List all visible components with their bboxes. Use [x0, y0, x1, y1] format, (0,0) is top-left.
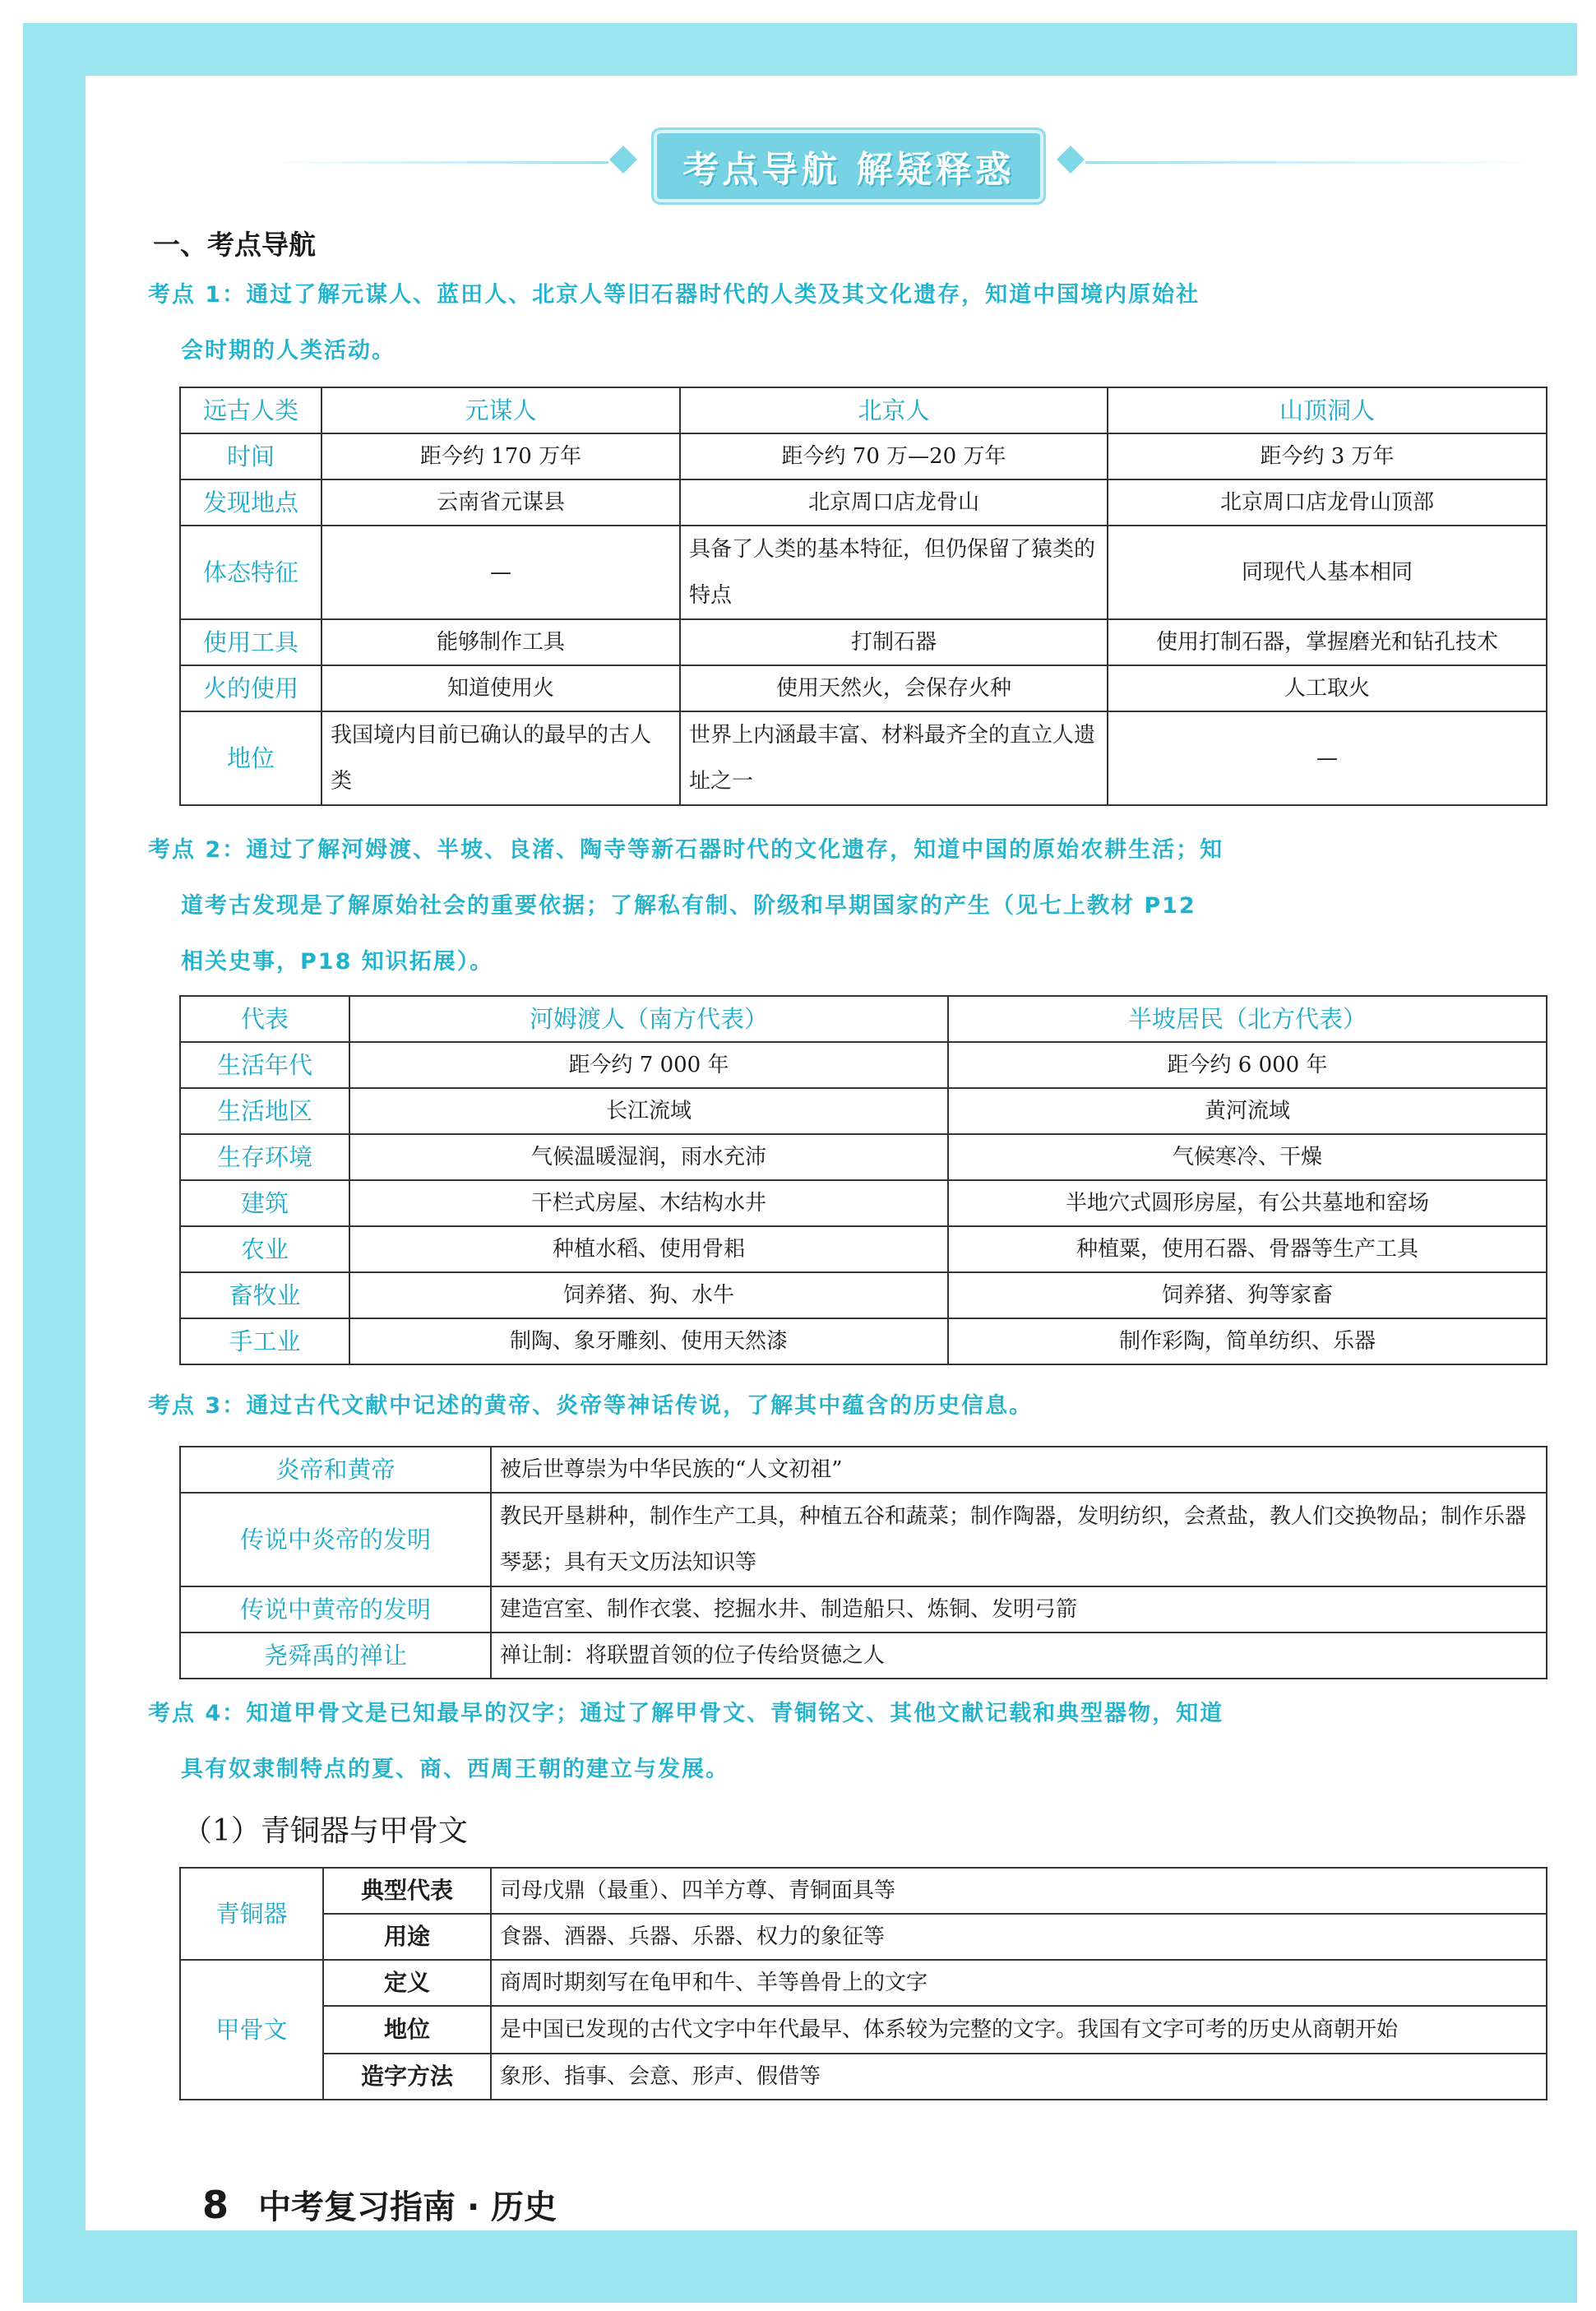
table-ancient-humans	[179, 387, 1547, 806]
table-row: 青铜器 典型代表 司母戊鼎（最重）、四羊方尊、青铜面具等	[180, 1868, 1547, 1914]
table-bronze-oracle	[179, 1867, 1547, 2100]
table-row: 地位 我国境内目前已确认的最早的古人类 世界上内涵最丰富、材料最齐全的直立人遗址之一 —	[180, 711, 1547, 805]
table-row: 生活地区 长江流域 黄河流域	[180, 1088, 1547, 1134]
page-footer	[202, 2181, 557, 2228]
table-row: 甲骨文 定义 商周时期刻写在龟甲和牛、羊等兽骨上的文字	[180, 1960, 1547, 2006]
table-row: 生活年代 距今约 7 000 年 距今约 6 000 年	[180, 1042, 1547, 1088]
table-row: 生存环境 气候温暖湿润，雨水充沛 气候寒冷、干燥	[180, 1134, 1547, 1180]
kaodian-2: 考点 2：通过了解河姆渡、半坡、良渚、陶寺等新石器时代的文化遗存，知道中国的原始农耕生活；知 道考古发现是了解原始社会的重要依据；了解私有制、阶级和早期国家的产生（见七上教材 P12 相关史事，P18 知识拓展）。	[148, 837, 1224, 975]
table-row: 用途 食器、酒器、兵器、乐器、权力的象征等	[180, 1914, 1547, 1960]
subheading: （1）青铜器与甲骨文	[183, 1814, 468, 1848]
kaodian-4: 考点 4：知道甲骨文是已知最早的汉字；通过了解甲骨文、青铜铭文、其他文献记载和典型器物，知道 具有奴隶制特点的夏、商、西周王朝的建立与发展。	[148, 1701, 1224, 1782]
banner-text: 考点导航 解疑释惑	[682, 149, 1015, 191]
table-row: 造字方法 象形、指事、会意、形声、假借等	[180, 2054, 1547, 2100]
table-row: 地位 是中国已发现的古代文字中年代最早、体系较为完整的文字。我国有文字可考的历史从商朝开始	[180, 2006, 1547, 2054]
kaodian-3: 考点 3：通过古代文献中记述的黄帝、炎帝等神话传说，了解其中蕴含的历史信息。	[148, 1393, 1034, 1419]
table-row: 时间 距今约 170 万年 距今约 70 万—20 万年 距今约 3 万年	[180, 433, 1547, 479]
table-row: 发现地点 云南省元谋县 北京周口店龙骨山 北京周口店龙骨山顶部	[180, 479, 1547, 526]
table-row: 体态特征 — 具备了人类的基本特征，但仍保留了猿类的特点 同现代人基本相同	[180, 526, 1547, 619]
table-row: 传说中炎帝的发明 教民开垦耕种，制作生产工具，种植五谷和蔬菜；制作陶器，发明纺织，会煮盐，教人们交换物品；制作乐器琴瑟；具有天文历法知识等	[180, 1493, 1547, 1586]
table-row: 传说中黄帝的发明 建造宫室、制作衣裳、挖掘水井、制造船只、炼铜、发明弓箭	[180, 1586, 1547, 1633]
banner-line-right	[1085, 161, 1546, 164]
section-title: 一、考点导航	[153, 229, 316, 261]
table-row: 建筑 干栏式房屋、木结构水井 半地穴式圆形房屋，有公共墓地和窑场	[180, 1180, 1547, 1226]
kaodian-1: 考点 1：通过了解元谋人、蓝田人、北京人等旧石器时代的人类及其文化遗存，知道中国境内原始社 会时期的人类活动。	[148, 282, 1200, 364]
table-row: 畜牧业 饲养猪、狗、水牛 饲养猪、狗等家畜	[180, 1272, 1547, 1318]
table-row: 尧舜禹的禅让 禅让制：将联盟首领的位子传给贤德之人	[180, 1633, 1547, 1679]
page-number: 8	[202, 2183, 229, 2227]
table-neolithic	[179, 995, 1547, 1365]
book-title: 中考复习指南 · 历史	[258, 2188, 557, 2226]
table-row: 炎帝和黄帝 被后世尊崇为中华民族的“人文初祖”	[180, 1447, 1547, 1493]
banner-line-left	[263, 161, 608, 164]
table-row: 火的使用 知道使用火 使用天然火，会保存火种 人工取火	[180, 665, 1547, 711]
table-header-row: 代表 河姆渡人（南方代表） 半坡居民（北方代表）	[180, 996, 1547, 1042]
table-row: 手工业 制陶、象牙雕刻、使用天然漆 制作彩陶，简单纺织、乐器	[180, 1318, 1547, 1364]
section-banner	[654, 130, 1043, 202]
table-legends	[179, 1446, 1547, 1679]
table-row: 农业 种植水稻、使用骨耜 种植粟，使用石器、骨器等生产工具	[180, 1226, 1547, 1272]
table-header-row: 远古人类 元谋人 北京人 山顶洞人	[180, 387, 1547, 433]
table-row: 使用工具 能够制作工具 打制石器 使用打制石器，掌握磨光和钻孔技术	[180, 619, 1547, 665]
